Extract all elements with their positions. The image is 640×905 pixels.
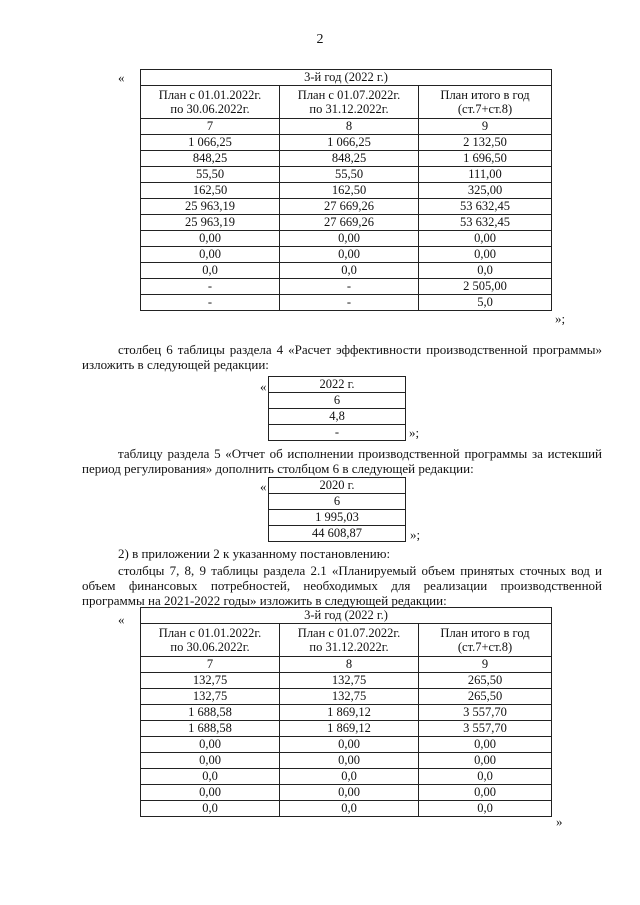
table-cell: - bbox=[280, 295, 419, 311]
table-cell: 27 669,26 bbox=[280, 199, 419, 215]
paragraph-appendix2: 2) в приложении 2 к указанному постановлению: bbox=[118, 546, 391, 561]
open-quote: « bbox=[260, 479, 267, 494]
table-row bbox=[141, 151, 552, 167]
table-cell: 111,00 bbox=[419, 167, 552, 183]
table-cell: 265,50 bbox=[419, 689, 552, 705]
table-cell: 55,50 bbox=[141, 167, 280, 183]
table-row bbox=[141, 737, 552, 753]
table-row bbox=[269, 393, 406, 409]
paragraph-section4-edit: столбец 6 таблицы раздела 4 «Расчет эффективности производственной программы» изложить в следующей редакции: bbox=[82, 342, 602, 372]
table-cell: 132,75 bbox=[141, 673, 280, 689]
table-cell: 25 963,19 bbox=[141, 215, 280, 231]
column-header-total: План итого в год (ст.7+ст.8) bbox=[419, 624, 552, 657]
table-cell: 4,8 bbox=[269, 409, 406, 425]
column-header-total: План итого в год (ст.7+ст.8) bbox=[419, 86, 552, 119]
table-cell: 53 632,45 bbox=[419, 215, 552, 231]
table-cell: 53 632,45 bbox=[419, 199, 552, 215]
table-cell: 0,0 bbox=[280, 769, 419, 785]
column-header-first-half: План с 01.01.2022г. по 30.06.2022г. bbox=[141, 624, 280, 657]
table-row bbox=[141, 673, 552, 689]
table-cell: 3 557,70 bbox=[419, 721, 552, 737]
column-header-second-half: План с 01.07.2022г. по 31.12.2022г. bbox=[280, 624, 419, 657]
table-cell: 132,75 bbox=[280, 673, 419, 689]
table-row bbox=[141, 215, 552, 231]
table-cell: 1 066,25 bbox=[280, 135, 419, 151]
table-cell: 0,00 bbox=[280, 753, 419, 769]
table-cell: 0,0 bbox=[141, 263, 280, 279]
close-quote: » bbox=[556, 814, 563, 829]
table-cell: 0,00 bbox=[141, 247, 280, 263]
table-cell: 1 696,50 bbox=[419, 151, 552, 167]
table-row bbox=[141, 183, 552, 199]
table-cell: 5,0 bbox=[419, 295, 552, 311]
table-year-header: 3-й год (2022 г.) bbox=[141, 70, 552, 86]
table-cell: 25 963,19 bbox=[141, 199, 280, 215]
table-cell: 0,0 bbox=[419, 769, 552, 785]
table-cell: 1 688,58 bbox=[141, 705, 280, 721]
column-number: 9 bbox=[419, 657, 552, 673]
open-quote: « bbox=[118, 612, 125, 627]
table-cell: 2 132,50 bbox=[419, 135, 552, 151]
table-row bbox=[141, 801, 552, 817]
table-row bbox=[141, 199, 552, 215]
table-cell: 44 608,87 bbox=[269, 526, 406, 542]
table-cell: 6 bbox=[269, 494, 406, 510]
table-row bbox=[269, 409, 406, 425]
table-cell: 1 066,25 bbox=[141, 135, 280, 151]
column-header-second-half: План с 01.07.2022г. по 31.12.2022г. bbox=[280, 86, 419, 119]
column-number: 7 bbox=[141, 119, 280, 135]
table-cell: 1 869,12 bbox=[280, 721, 419, 737]
efficiency-table bbox=[268, 376, 406, 441]
table-row bbox=[141, 753, 552, 769]
table-cell: 0,00 bbox=[419, 785, 552, 801]
table-row bbox=[141, 231, 552, 247]
column-number: 8 bbox=[280, 657, 419, 673]
production-plan-table bbox=[140, 69, 552, 311]
table-cell: 1 869,12 bbox=[280, 705, 419, 721]
column-number: 8 bbox=[280, 119, 419, 135]
table-row bbox=[269, 425, 406, 441]
table-row bbox=[269, 494, 406, 510]
table-row bbox=[269, 377, 406, 393]
table-cell: 325,00 bbox=[419, 183, 552, 199]
page-number: 2 bbox=[316, 32, 324, 47]
table-cell: 0,0 bbox=[280, 263, 419, 279]
column-header-first-half: План с 01.01.2022г. по 30.06.2022г. bbox=[141, 86, 280, 119]
table-cell: 162,50 bbox=[280, 183, 419, 199]
table-row bbox=[141, 279, 552, 295]
table-cell: 0,00 bbox=[141, 737, 280, 753]
table-row bbox=[141, 247, 552, 263]
table-cell: - bbox=[141, 295, 280, 311]
table-row bbox=[141, 263, 552, 279]
table-row bbox=[141, 689, 552, 705]
paragraph-section2-1-edit: столбцы 7, 8, 9 таблицы раздела 2.1 «Планируемый объем принятых сточных вод и объем финансовых потребностей, необходимых для реализации производственной программы на 2021-2022 годы» изложить в следующей редакции: bbox=[82, 563, 602, 608]
table-cell: 848,25 bbox=[280, 151, 419, 167]
table-cell: 0,0 bbox=[280, 801, 419, 817]
table-cell: - bbox=[141, 279, 280, 295]
table-cell: 1 688,58 bbox=[141, 721, 280, 737]
column-numbers-row bbox=[141, 657, 552, 673]
paragraph-section5-edit: таблицу раздела 5 «Отчет об исполнении производственной программы за истекший период регулирования» дополнить столбцом 6 в следующей редакции: bbox=[82, 446, 602, 476]
table-cell: 162,50 bbox=[141, 183, 280, 199]
table-row bbox=[269, 510, 406, 526]
close-quote: »; bbox=[409, 425, 420, 440]
table-cell: 0,00 bbox=[280, 247, 419, 263]
report-table bbox=[268, 477, 406, 542]
table-row bbox=[141, 721, 552, 737]
table-cell: 0,0 bbox=[419, 263, 552, 279]
table-cell: 0,00 bbox=[141, 753, 280, 769]
table-cell: 0,00 bbox=[141, 231, 280, 247]
table-cell: 3 557,70 bbox=[419, 705, 552, 721]
table-cell: 2020 г. bbox=[269, 478, 406, 494]
table-cell: 0,00 bbox=[419, 737, 552, 753]
table-row bbox=[141, 135, 552, 151]
table-cell: - bbox=[269, 425, 406, 441]
table-row bbox=[269, 478, 406, 494]
table-cell: 2022 г. bbox=[269, 377, 406, 393]
table-cell: 265,50 bbox=[419, 673, 552, 689]
column-number: 7 bbox=[141, 657, 280, 673]
table-cell: 0,00 bbox=[280, 737, 419, 753]
wastewater-plan-table bbox=[140, 607, 552, 817]
close-quote: »; bbox=[555, 311, 566, 326]
table-cell: 27 669,26 bbox=[280, 215, 419, 231]
table-cell: 0,0 bbox=[141, 769, 280, 785]
table-row bbox=[141, 705, 552, 721]
table-cell: 0,0 bbox=[141, 801, 280, 817]
table-cell: 0,00 bbox=[419, 753, 552, 769]
table-row bbox=[269, 526, 406, 542]
open-quote: « bbox=[118, 70, 125, 85]
table-cell: 2 505,00 bbox=[419, 279, 552, 295]
close-quote: »; bbox=[410, 527, 421, 542]
column-numbers-row bbox=[141, 119, 552, 135]
open-quote: « bbox=[260, 379, 267, 394]
table-cell: 0,00 bbox=[280, 231, 419, 247]
table-row bbox=[141, 167, 552, 183]
table-cell: 0,00 bbox=[280, 785, 419, 801]
table-row bbox=[141, 769, 552, 785]
table-year-header: 3-й год (2022 г.) bbox=[141, 608, 552, 624]
table-cell: 0,00 bbox=[419, 231, 552, 247]
table-row bbox=[141, 785, 552, 801]
table-cell: 0,0 bbox=[419, 801, 552, 817]
table-cell: 848,25 bbox=[141, 151, 280, 167]
table-cell: 55,50 bbox=[280, 167, 419, 183]
table-cell: 6 bbox=[269, 393, 406, 409]
table-cell: - bbox=[280, 279, 419, 295]
table-cell: 0,00 bbox=[141, 785, 280, 801]
table-row bbox=[141, 295, 552, 311]
table-cell: 1 995,03 bbox=[269, 510, 406, 526]
table-cell: 0,00 bbox=[419, 247, 552, 263]
table-cell: 132,75 bbox=[280, 689, 419, 705]
table-cell: 132,75 bbox=[141, 689, 280, 705]
column-number: 9 bbox=[419, 119, 552, 135]
